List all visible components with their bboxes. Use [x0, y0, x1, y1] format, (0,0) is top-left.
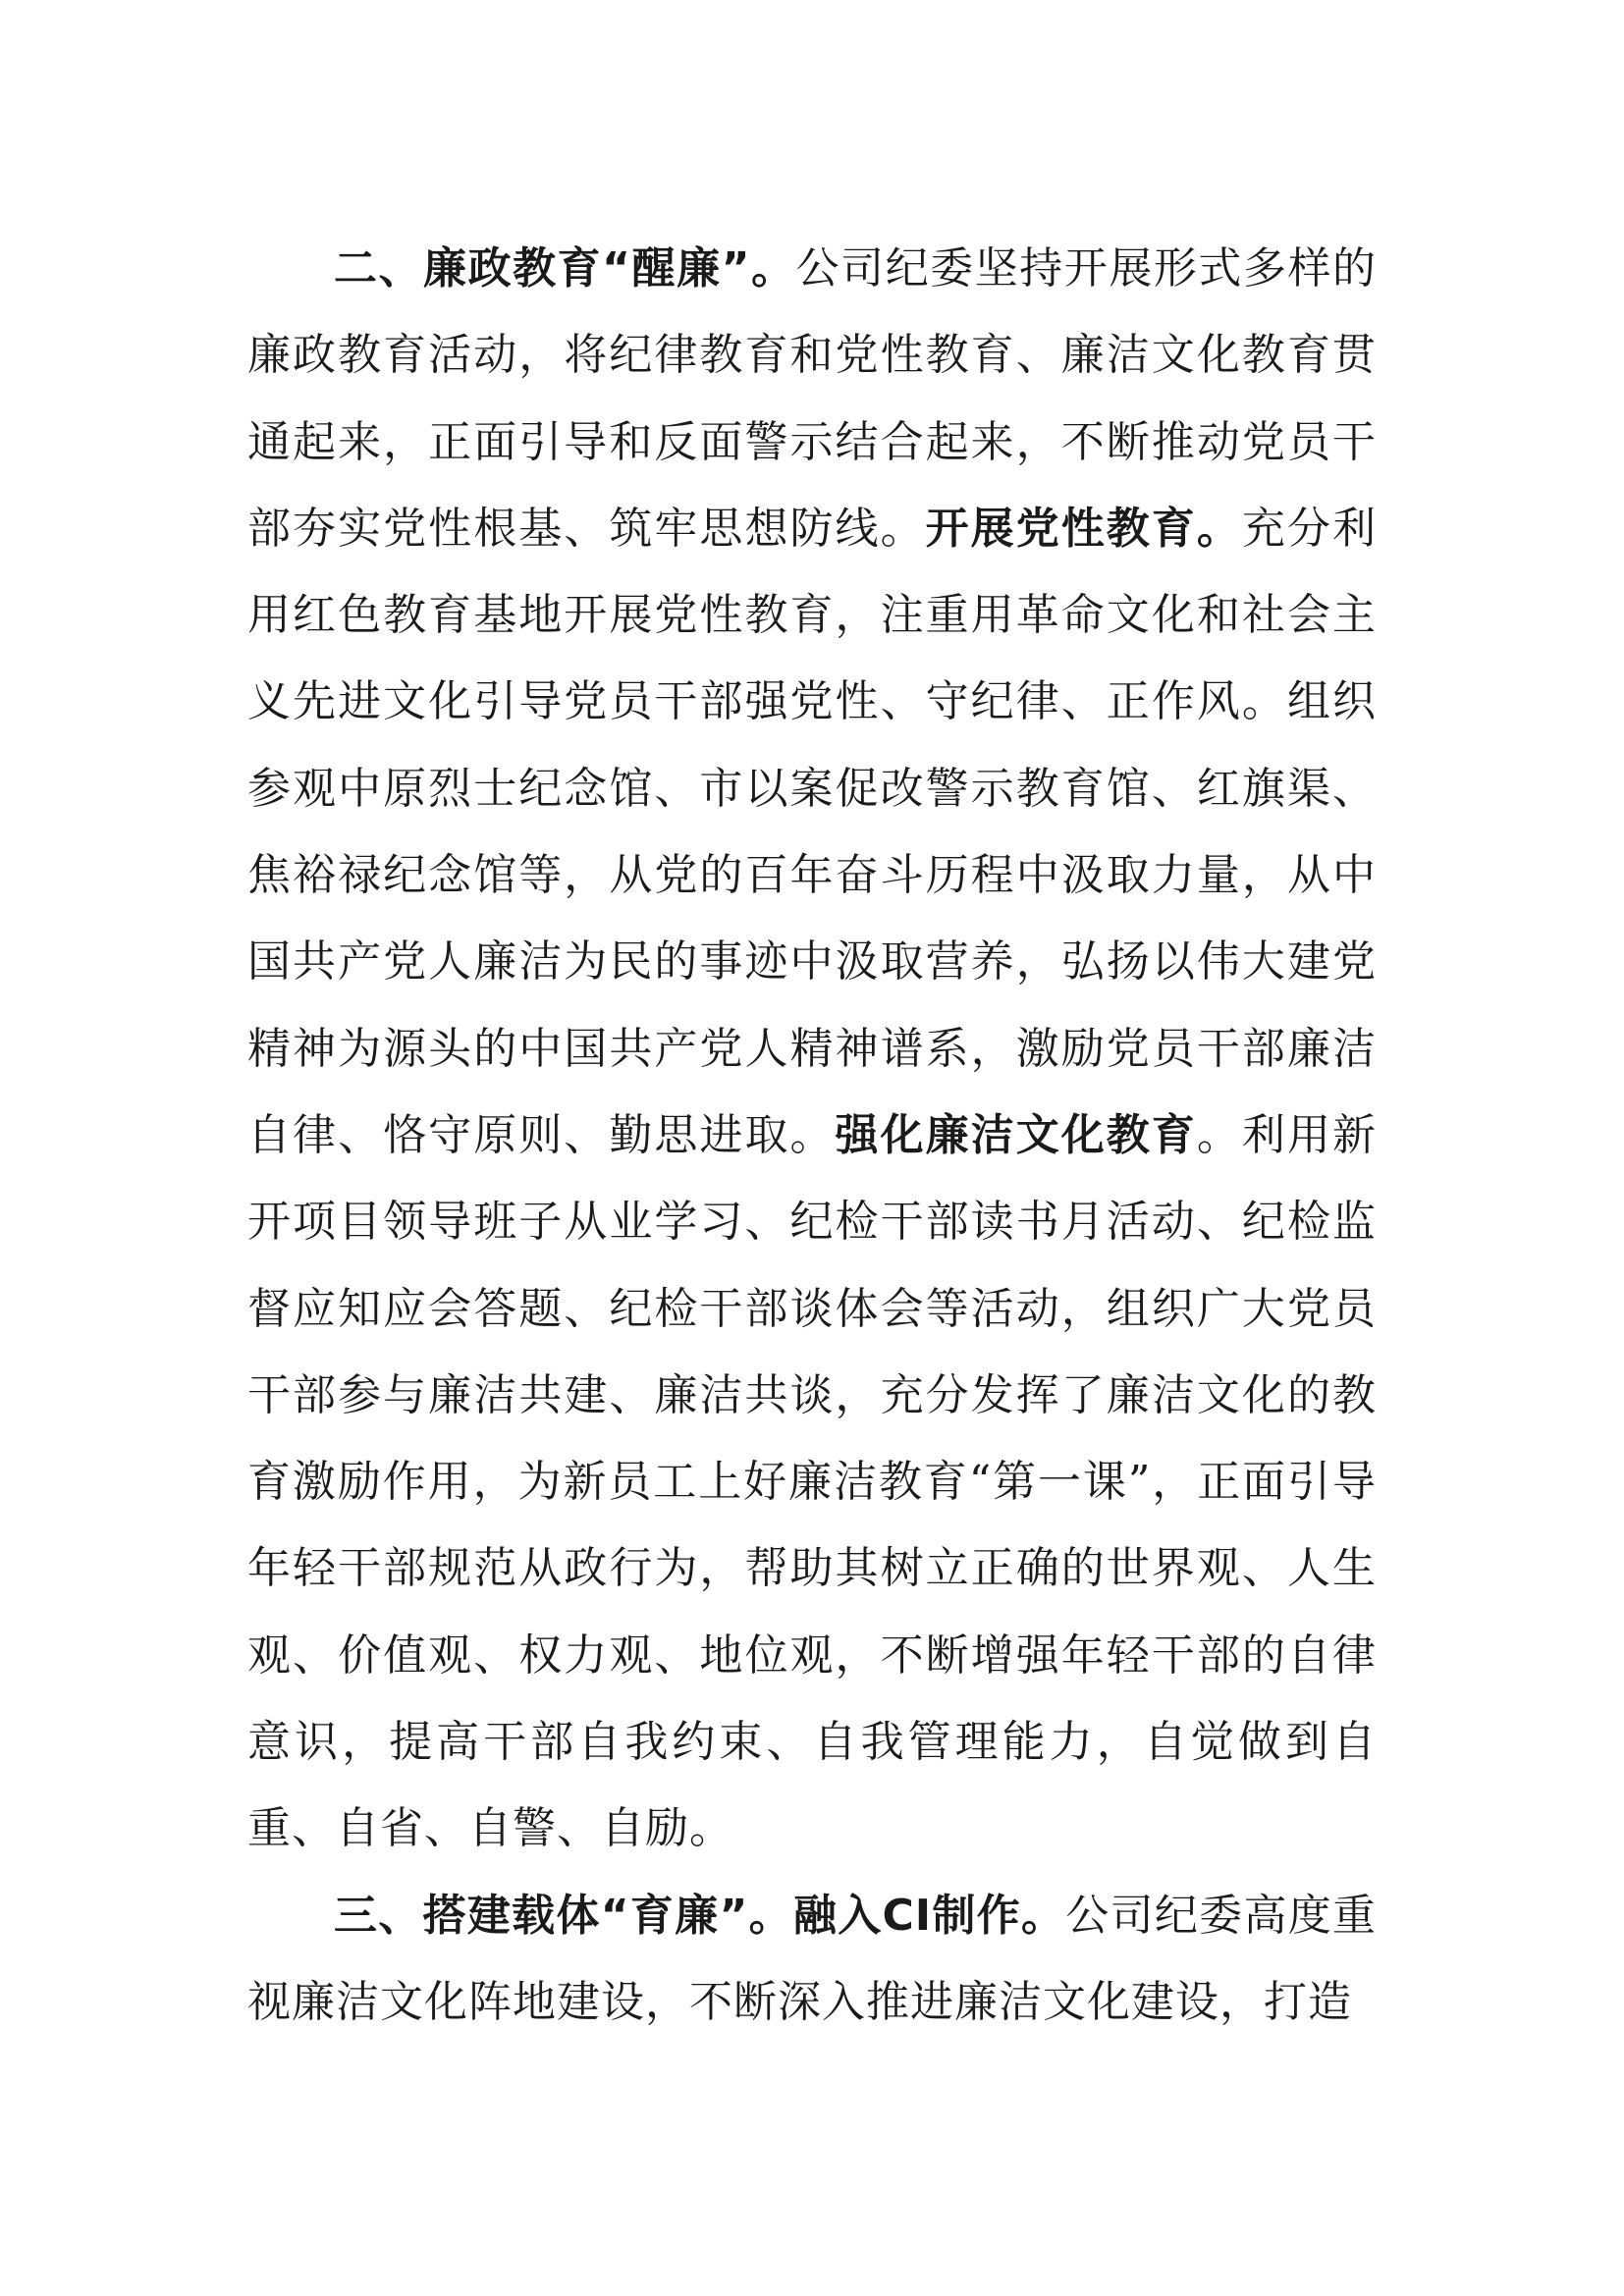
section-three-heading: 三、搭建载体“育廉”。融入CI制作。: [334, 1890, 1066, 1941]
party-education-heading: 开展党性教育。: [925, 503, 1242, 554]
section-three-text: 公司纪委高度重视廉洁文化阵地建设，不断深入推进廉洁文化建设，打造: [247, 1890, 1378, 2027]
paragraph-section-two: [247, 226, 1377, 1873]
paragraph-section-three: [247, 1873, 1377, 2047]
integrity-culture-text: 。利用新开项目领导班子从业学习、纪检干部读书月活动、纪检监督应知应会答题、纪检干部谈体会等活动，组织广大党员干部参与廉洁共建、廉洁共谈，充分发挥了廉洁文化的教育激励作用，为新员工上好廉洁教育“第一课”，正面引导年轻干部规范从政行为，帮助其树立正确的世界观、人生观、价值观、权力观、地位观，不断增强年轻干部的自律意识，提高干部自我约束、自我管理能力，自觉做到自重、自省、自警、自励。: [247, 1109, 1378, 1854]
document-body: [247, 226, 1377, 2046]
integrity-culture-heading: 强化廉洁文化教育: [835, 1109, 1197, 1160]
section-two-heading: 二、廉政教育“醒廉”。: [334, 243, 796, 294]
section-two-intro-text: 公司纪委坚持开展形式多样的廉政教育活动，将纪律教育和党性教育、廉洁文化教育贯通起来，正面引导和反面警示结合起来，不断推动党员干部夯实党性根基、筑牢思想防线。: [247, 243, 1377, 554]
party-education-text: 充分利用红色教育基地开展党性教育，注重用革命文化和社会主义先进文化引导党员干部强党性、守纪律、正作风。组织参观中原烈士纪念馆、市以案促改警示教育馆、红旗渠、焦裕禄纪念馆等，从党的百年奋斗历程中汲取力量，从中国共产党人廉洁为民的事迹中汲取营养，弘扬以伟大建党精神为源头的中国共产党人精神谱系，激励党员干部廉洁自律、恪守原则、勤思进取。: [247, 503, 1378, 1160]
